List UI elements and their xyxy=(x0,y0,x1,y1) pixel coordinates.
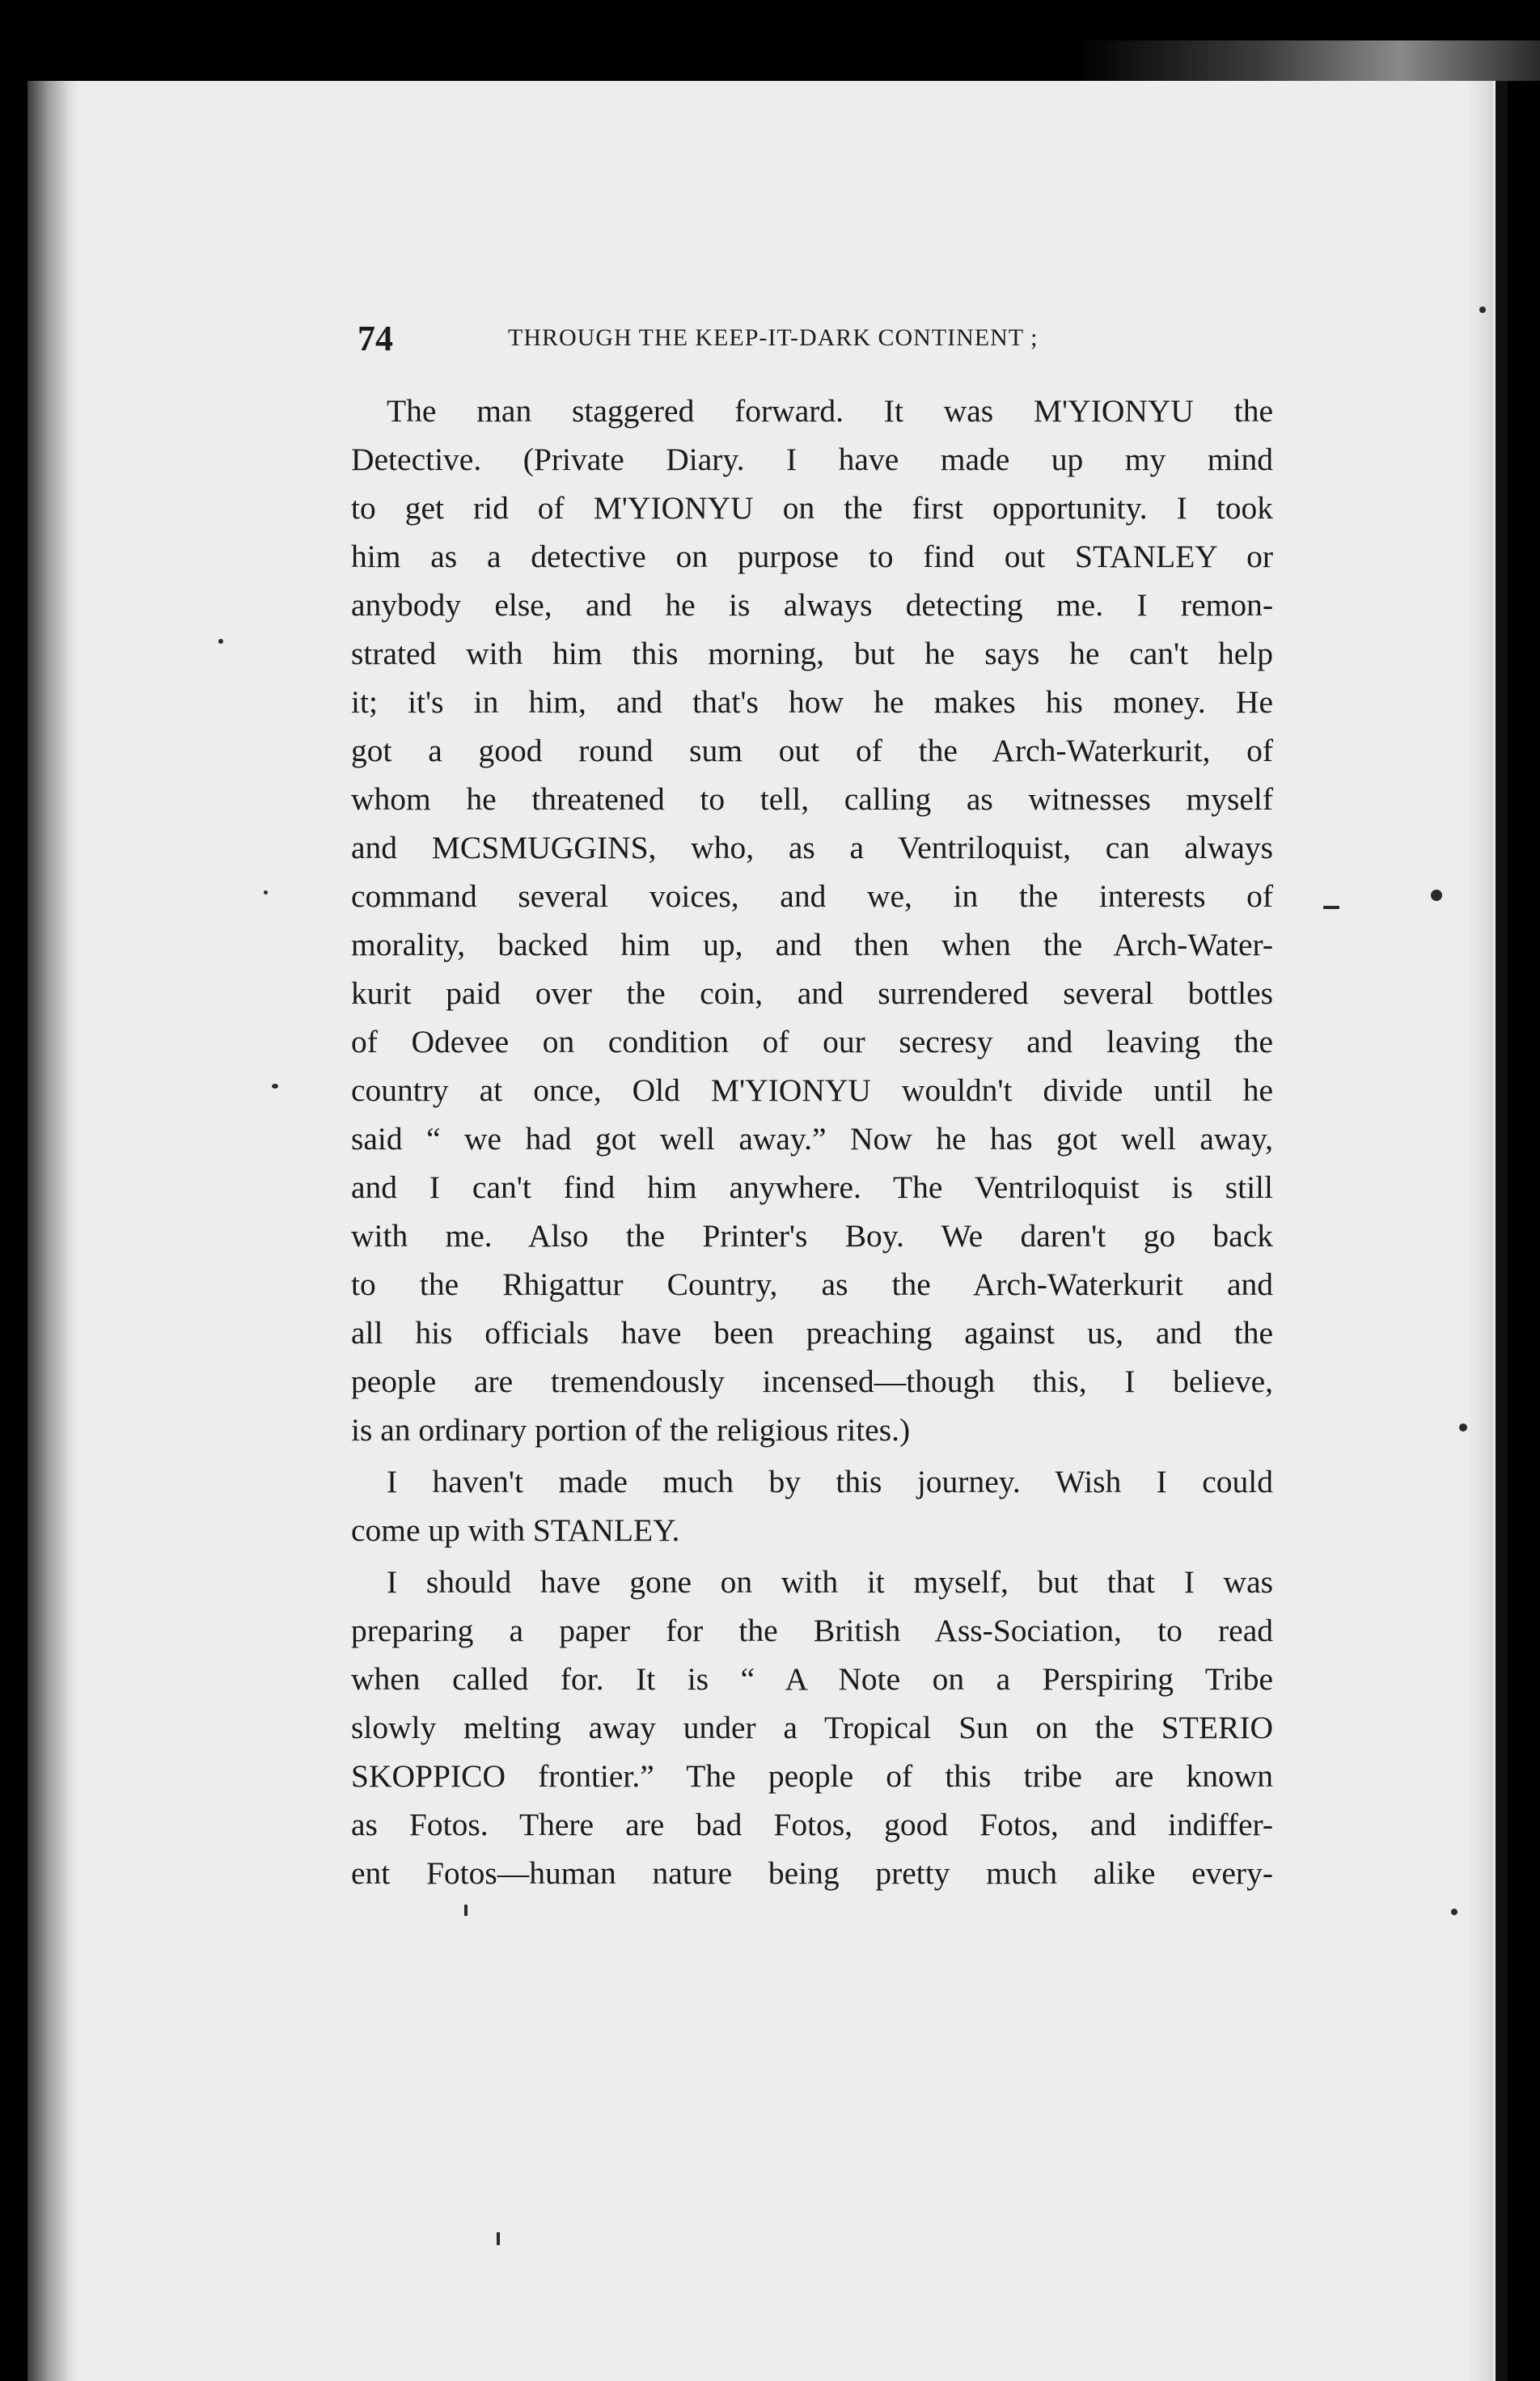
speck xyxy=(1323,906,1339,909)
page-right-edge xyxy=(1496,81,1508,2381)
text-line: country at once, Old M'YIONYU wouldn't divide until he xyxy=(351,1072,1273,1108)
text-line: said “ we had got well away.” Now he has got well away, xyxy=(351,1121,1273,1157)
text-line: and I can't find him anywhere. The Ventriloquist is still xyxy=(351,1169,1273,1205)
paragraph-1 xyxy=(351,387,1273,1454)
speck xyxy=(218,639,223,644)
page-header xyxy=(358,318,1166,366)
running-head: THROUGH THE KEEP-IT-DARK CONTINENT ; xyxy=(508,324,1039,351)
text-line: to get rid of M'YIONYU on the first opportunity. I took xyxy=(351,490,1273,526)
text-line: as Fotos. There are bad Fotos, good Fotos, and indiffer- xyxy=(351,1807,1273,1842)
body-text xyxy=(351,387,1273,1897)
text-line: The man staggered forward. It was M'YIONYU the xyxy=(387,393,1273,429)
text-line: come up with STANLEY. xyxy=(351,1512,680,1548)
text-line: and MCSMUGGINS, who, as a Ventriloquist, can always xyxy=(351,830,1273,865)
text-line: all his officials have been preaching against us, and the xyxy=(351,1315,1273,1351)
text-line: it; it's in him, and that's how he makes his money. He xyxy=(351,684,1273,720)
speck xyxy=(264,890,268,894)
text-line: preparing a paper for the British Ass-Sociation, to read xyxy=(351,1613,1273,1648)
text-line: anybody else, and he is always detecting me. I remon- xyxy=(351,587,1273,623)
paragraph-2 xyxy=(351,1457,1273,1554)
text-line: morality, backed him up, and then when the Arch-Water- xyxy=(351,927,1273,962)
page-number: 74 xyxy=(358,319,393,358)
paragraph-3 xyxy=(351,1558,1273,1897)
text-line: I should have gone on with it myself, but that I was xyxy=(387,1564,1273,1600)
text-line: when called for. It is “ A Note on a Perspiring Tribe xyxy=(351,1661,1273,1697)
book-page xyxy=(28,81,1508,2381)
text-line: ent Fotos—human nature being pretty much alike every- xyxy=(351,1855,1273,1891)
text-line: to the Rhigattur Country, as the Arch-Waterkurit and xyxy=(351,1267,1273,1302)
text-line: I haven't made much by this journey. Wish I could xyxy=(387,1464,1273,1499)
text-line: with me. Also the Printer's Boy. We daren't go back xyxy=(351,1218,1273,1254)
speck xyxy=(1431,890,1442,901)
page-gutter-shadow xyxy=(28,81,79,2381)
text-line: Detective. (Private Diary. I have made up my mind xyxy=(351,442,1273,477)
speck xyxy=(272,1084,278,1089)
text-line: kurit paid over the coin, and surrendered several bottles xyxy=(351,975,1273,1011)
text-line: is an ordinary portion of the religious rites.) xyxy=(351,1412,911,1448)
text-line: slowly melting away under a Tropical Sun on the STERIO xyxy=(351,1710,1273,1745)
text-line: him as a detective on purpose to find out STANLEY or xyxy=(351,539,1273,574)
speck xyxy=(1451,1909,1458,1915)
text-line: got a good round sum out of the Arch-Waterkurit, of xyxy=(351,733,1273,768)
text-line: strated with him this morning, but he says he can't help xyxy=(351,636,1273,671)
text-line: command several voices, and we, in the interests of xyxy=(351,878,1273,914)
speck xyxy=(1459,1423,1467,1432)
speck xyxy=(497,2232,500,2245)
speck xyxy=(464,1905,468,1916)
text-line: SKOPPICO frontier.” The people of this tribe are known xyxy=(351,1758,1273,1794)
scan-border-top-right xyxy=(1076,40,1540,81)
text-line: whom he threatened to tell, calling as witnesses myself xyxy=(351,781,1273,817)
page-right-shading xyxy=(1467,81,1493,2381)
text-line: people are tremendously incensed—though this, I believe, xyxy=(351,1364,1273,1399)
text-line: of Odevee on condition of our secresy and leaving the xyxy=(351,1024,1273,1059)
